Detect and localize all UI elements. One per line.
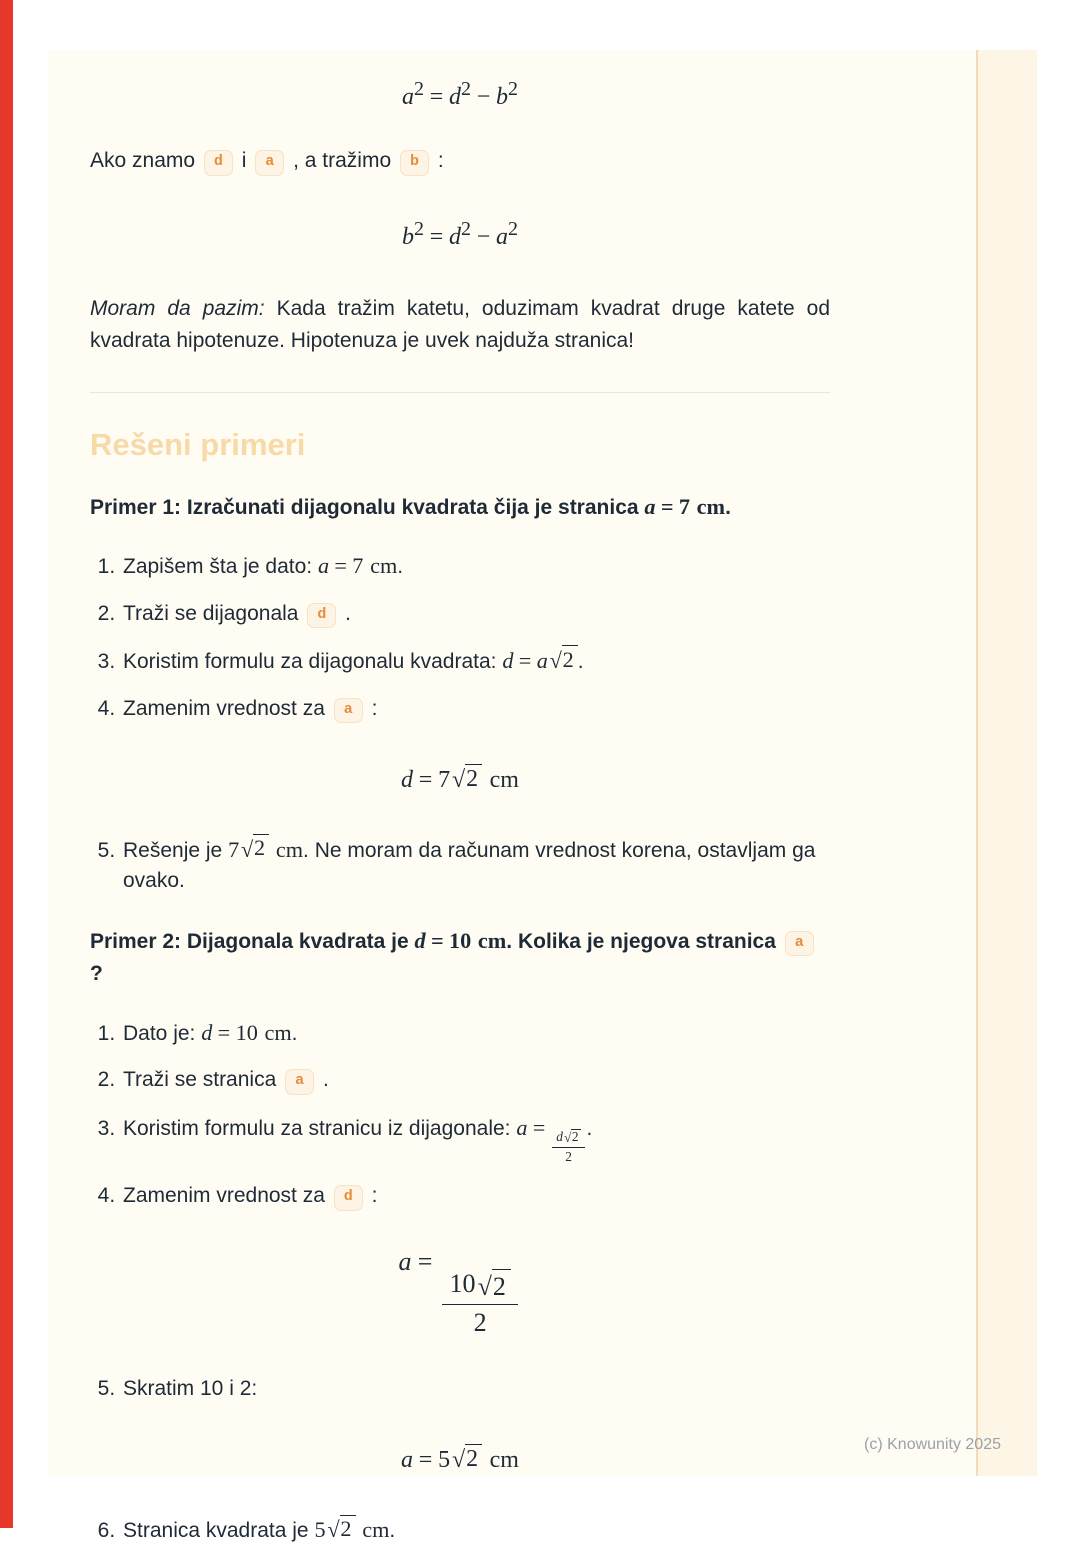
horizontal-rule [90, 392, 830, 393]
copyright-footer: (c) Knowunity 2025 [864, 1436, 1001, 1453]
primer1-steps-list [90, 550, 830, 724]
equation-b-squared: $b^2 = d^2 - a^2$ [401, 217, 519, 250]
right-page-strip [978, 50, 1037, 1476]
list-item: 4. Zamenim vrednost za d : [121, 1181, 830, 1211]
primer2-step6-list [90, 1514, 830, 1546]
square-root: √ 2 [550, 645, 578, 672]
paragraph-ako-znamo: Ako znamo d i a , a tražimo b : [90, 145, 830, 178]
inline-math: a = 7 cm [317, 553, 398, 579]
inline-code-chip: d [307, 603, 336, 629]
inline-code-chip: b [400, 150, 429, 176]
inline-math: a = d √ 2 2 [516, 1115, 586, 1140]
inline-code-chip: a [334, 698, 363, 724]
primer2-step5-list [90, 1374, 830, 1404]
inline-math: 5 √ 2 cm [314, 1515, 390, 1543]
section-heading: Rešeni primeri [90, 426, 306, 462]
inline-code-chip: a [785, 931, 814, 957]
inline-code-chip: d [334, 1185, 363, 1211]
inline-math: d = 10 cm [201, 1019, 292, 1045]
paragraph-note: Moram da pazim: Kada tražim katetu, oduzimam kvadrat druge katete od kvadrata hipotenuze. Hipotenuza je uvek najduža stranica! [90, 296, 831, 353]
primer2-title: Primer 2: Dijagonala kvadrata je d = 10 cm. Kolika je njegova stranica a ? [90, 924, 830, 991]
list-item: 4. Zamenim vrednost za a : [121, 694, 830, 724]
list-item: 2. Traži se stranica a . [121, 1065, 830, 1095]
equation-d-result: d = 7 √ 2 cm [90, 764, 830, 794]
inline-math: d = a √ 2 [502, 648, 577, 673]
primer1-step5-list [90, 834, 830, 897]
list-item: 1. Zapišem šta je dato: a = 7 cm. [121, 550, 830, 582]
inline-math: a = 7 cm [644, 493, 726, 519]
square-root: √ 2 [327, 1515, 355, 1542]
list-item: 5. Rešenje je 7 √ 2 cm. Ne moram da računam vrednost korena, ostavljam ga ovako. [121, 834, 830, 897]
left-edge-accent-strip [0, 0, 13, 1528]
list-item: 3. Koristim formulu za dijagonalu kvadrata: d = a √ 2 . [121, 645, 830, 677]
inline-code-chip: d [204, 150, 233, 176]
inline-math: d = 10 cm [414, 927, 507, 953]
list-item: 2. Traži se dijagonala d . [121, 599, 830, 629]
square-root: √ 2 [564, 1129, 581, 1146]
right-divider-line [976, 50, 978, 1476]
square-root: √ 2 [241, 834, 269, 861]
fraction: 10 √ 2 2 [442, 1269, 519, 1338]
primer1-title: Primer 1: Izračunati dijagonalu kvadrata čija je stranica a = 7 cm. [90, 493, 731, 519]
inline-code-chip: a [255, 150, 284, 176]
document-card [48, 50, 1037, 1543]
primer2-steps-list [90, 1017, 830, 1211]
equation-a-squared: $a^2 = d^2 - b^2$ [401, 78, 519, 110]
square-root: √ 2 [478, 1269, 511, 1300]
inline-math: 7 √ 2 cm [228, 835, 304, 862]
square-root: √ 2 [452, 1444, 482, 1473]
equation-a-fraction: a = 10 √ 2 2 [90, 1247, 830, 1338]
fraction: d √ 2 2 [552, 1129, 585, 1165]
equation-a-result: a = 5 √ 2 cm [90, 1444, 830, 1474]
document-content [90, 50, 830, 1563]
list-item: 5. Skratim 10 i 2: [121, 1374, 830, 1404]
inline-code-chip: a [285, 1069, 314, 1095]
list-item: 1. Dato je: d = 10 cm. [121, 1017, 830, 1049]
list-item: 6. Stranica kvadrata je 5 √ 2 cm. [121, 1514, 830, 1546]
list-item: 3. Koristim formulu za stranicu iz dijagonale: a = d √ 2 2 . [121, 1112, 830, 1165]
square-root: √ 2 [452, 764, 482, 793]
